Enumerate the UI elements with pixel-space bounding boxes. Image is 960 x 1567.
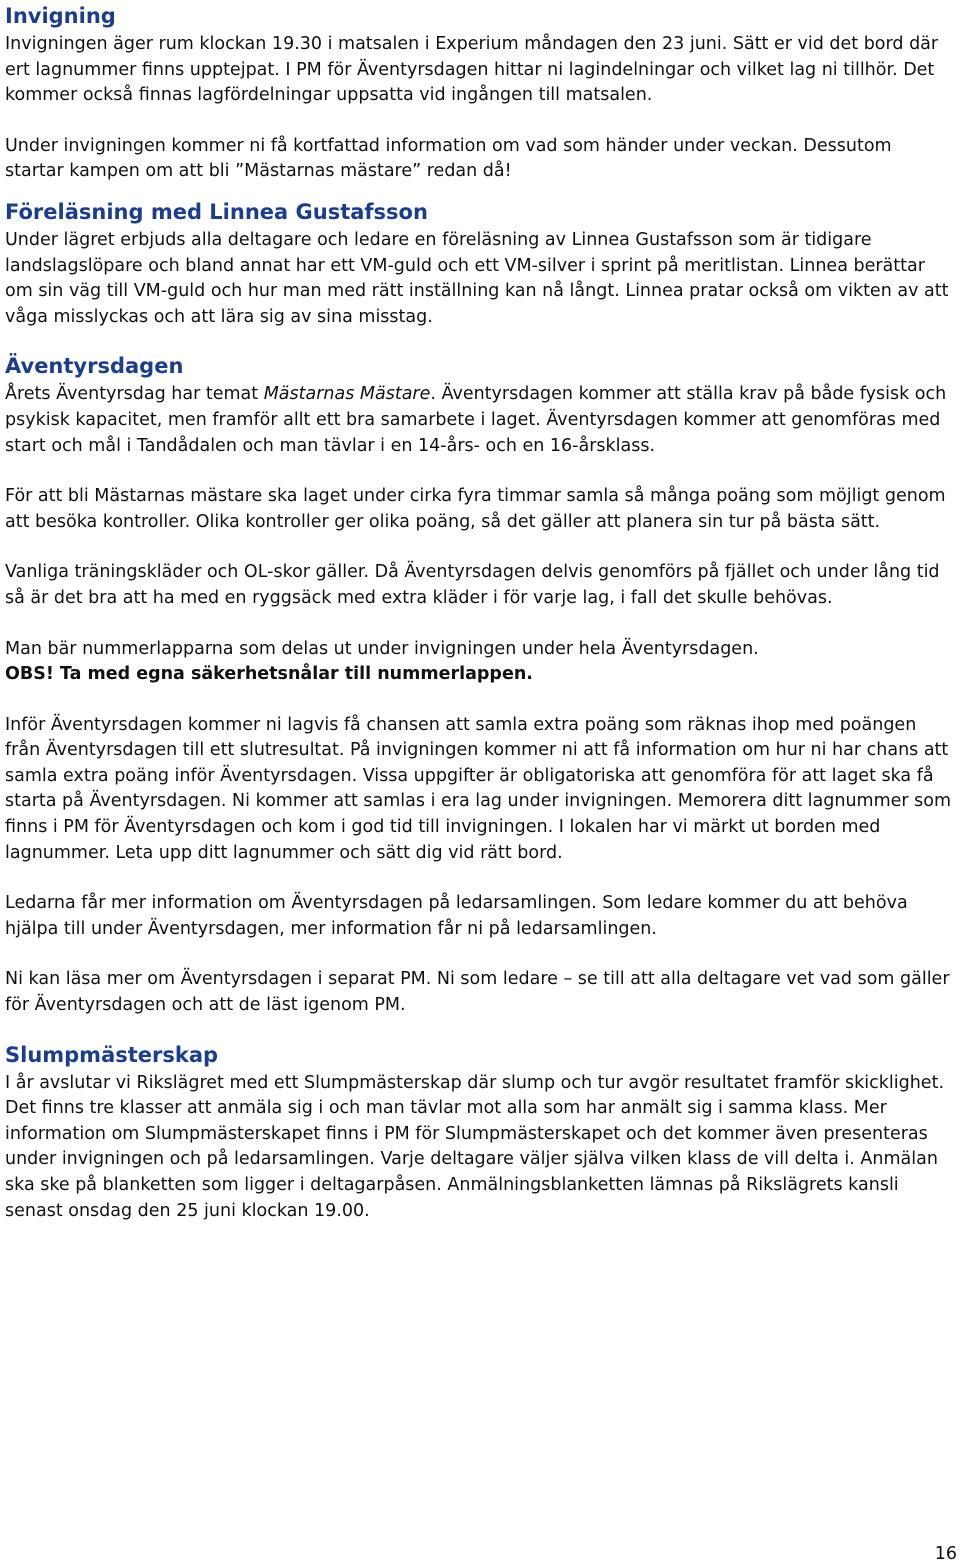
paragraph-invigning-2: Under invigningen kommer ni få kortfattad information om vad som händer under veckan. Dessutom startar kampen om att bli ”Mästarnas mästare” redan då! <box>5 135 892 182</box>
paragraph-aventyrsdagen-1 <box>5 382 955 459</box>
paragraph-aventyrsdagen-4: Man bär nummerlapparna som delas ut under invigningen under hela Äventyrsdagen. <box>5 638 759 659</box>
paragraph-forelasning-1: Under lägret erbjuds alla deltagare och ledare en föreläsning av Linnea Gustafsson som är tidigare landslagslöpare och bland annat har ett VM-guld och ett VM-silver i sprint på meritlistan. Linnea berättar om sin väg till VM-guld och hur man med rätt inställning kan nå långt. Linnea pratar också om vikten av att våga misslyckas och att lära sig av sina misstag. <box>5 229 949 327</box>
paragraph-aventyrsdagen-3: Vanliga träningskläder och OL-skor gäller. Då Äventyrsdagen delvis genomförs på fjället och under lång tid så är det bra att ha med en ryggsäck med extra kläder i för varje lag, i fall det skulle behövas. <box>5 562 940 608</box>
heading-aventyrsdagen: Äventyrsdagen <box>5 354 184 379</box>
theme-name: Mästarnas Mästare <box>263 384 431 405</box>
page-number: 16 <box>934 1544 957 1564</box>
heading-slumpmasterskap: Slumpmästerskap <box>5 1042 219 1067</box>
paragraph-slumpmasterskap-1: I år avslutar vi Rikslägret med ett Slumpmästerskap där slump och tur avgör resultatet framför skicklighet. Det finns tre klasser att anmäla sig i och man tävlar mot alla som har anmält sig i samma klass. Mer information om Slumpmästerskapet finns i PM för Slumpmästerskapet och det kommer även presenteras under invigningen och på ledarsamlingen. Varje deltagare väljer själva vilken klass de vill delta i. Anmälan ska ske på blanketten som ligger i deltagarpåsen. Anmälningsblanketten lämnas på Rikslägrets kansli senast onsdag den 25 juni klockan 19.00. <box>5 1072 945 1221</box>
obs-notice: OBS! Ta med egna säkerhetsnålar till nummerlappen. <box>5 664 533 685</box>
paragraph-invigning-1: Invigningen äger rum klockan 19.30 i matsalen i Experium måndagen den 23 juni. Sätt er vid det bord där ert lagnummer finns upptejpat. I PM för Äventyrsdagen hittar ni lagindelningar och vilket lag ni tillhör. Det kommer också finnas lagfördelningar uppsatta vid ingången till matsalen. <box>5 34 939 106</box>
paragraph-aventyrsdagen-5: Inför Äventyrsdagen kommer ni lagvis få chansen att samla extra poäng som räknas ihop med poängen från Äventyrsdagen till ett slutresultat. På invigningen kommer ni att få information om hur ni har chans att samla extra poäng inför Äventyrsdagen. Vissa uppgifter är obligatoriska att genomföra för att laget ska få starta på Äventyrsdagen. Ni kommer att samlas i era lag under invigningen. Memorera ditt lagnummer som finns i PM för Äventyrsdagen och kom i god tid till invigningen. I lokalen har vi märkt ut borden med lagnummer. Leta upp ditt lagnummer och sätt dig vid rätt bord. <box>5 714 952 863</box>
document-page <box>5 0 955 1224</box>
paragraph-aventyrsdagen-1-end: . Äventyrsdagen kommer att ställa krav på både fysisk och psykisk kapacitet, men framför allt ett bra samarbete i laget. Äventyrsdagen kommer att genomföras med start och mål i Tandådalen och man tävlar i en 14-års- och en 16-årsklass. <box>5 384 947 456</box>
paragraph-aventyrsdagen-2: För att bli Mästarnas mästare ska laget under cirka fyra timmar samla så många poäng som möjligt genom att besöka kontroller. Olika kontroller ger olika poäng, så det gäller att planera sin tur på bästa sätt. <box>5 486 946 532</box>
paragraph-aventyrsdagen-6: Ledarna får mer information om Äventyrsdagen på ledarsamlingen. Som ledare kommer du att behöva hjälpa till under Äventyrsdagen, mer information får ni på ledarsamlingen. <box>5 893 908 939</box>
paragraph-aventyrsdagen-1-start: Årets Äventyrsdag har temat <box>5 384 264 405</box>
heading-invigning: Invigning <box>5 4 116 28</box>
heading-forelasning: Föreläsning med Linnea Gustafsson <box>5 199 428 224</box>
paragraph-aventyrsdagen-7: Ni kan läsa mer om Äventyrsdagen i separat PM. Ni som ledare – se till att alla deltagare vet vad som gäller för Äventyrsdagen och att de läst igenom PM. <box>5 969 950 1016</box>
